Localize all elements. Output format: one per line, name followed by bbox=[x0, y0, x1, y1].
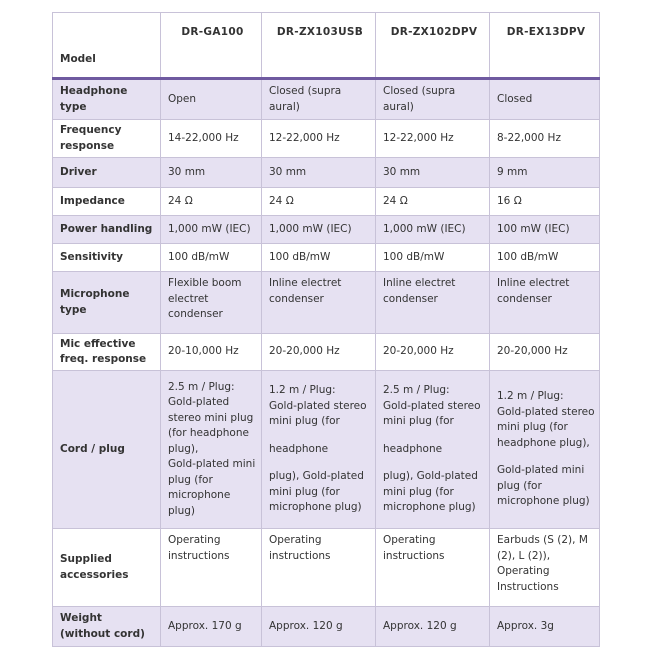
header-row bbox=[53, 13, 600, 79]
cell-line: Approx. 170 g bbox=[168, 619, 242, 632]
cell-line: 100 dB/mW bbox=[269, 250, 331, 263]
spec-row bbox=[53, 188, 600, 216]
spec-cell bbox=[490, 371, 600, 529]
spec-cell bbox=[490, 188, 600, 216]
spec-table-body bbox=[53, 79, 600, 647]
spec-cell bbox=[490, 334, 600, 371]
row-label-line: Mic effective bbox=[60, 337, 136, 350]
cell-line: plug), Gold-plated bbox=[269, 470, 364, 483]
cell-line: plug (for bbox=[168, 473, 213, 486]
cell-line: instructions bbox=[269, 549, 331, 562]
header-model-label: Model bbox=[53, 13, 161, 79]
spec-cell bbox=[161, 158, 262, 188]
spec-cell bbox=[490, 529, 600, 607]
spec-cell bbox=[376, 272, 490, 334]
row-label-line: type bbox=[60, 100, 87, 113]
cell-line: condenser bbox=[497, 292, 552, 305]
spec-cell bbox=[490, 244, 600, 272]
cell-line: plug (for bbox=[497, 479, 542, 492]
cell-line: mini plug (for bbox=[497, 421, 568, 434]
spec-row bbox=[53, 244, 600, 272]
row-label bbox=[53, 371, 161, 529]
cell-line: microphone bbox=[168, 489, 231, 502]
spec-row bbox=[53, 120, 600, 158]
cell-line: 30 mm bbox=[383, 165, 421, 178]
spec-row bbox=[53, 371, 600, 529]
spec-cell bbox=[376, 79, 490, 120]
cell-line: Gold-plated stereo bbox=[269, 399, 367, 412]
row-label bbox=[53, 272, 161, 334]
cell-line: (2), L (2)), bbox=[497, 549, 551, 562]
spec-cell bbox=[376, 158, 490, 188]
cell-line: Earbuds (S (2), M bbox=[497, 534, 588, 546]
row-label-line: Microphone bbox=[60, 288, 130, 300]
cell-line: headphone bbox=[383, 442, 443, 455]
row-label-line: Weight bbox=[60, 612, 102, 624]
cell-line: Open bbox=[168, 92, 197, 105]
cell-line: aural) bbox=[383, 100, 414, 113]
spec-cell bbox=[490, 79, 600, 120]
cell-line: 24 Ω bbox=[383, 194, 408, 207]
spec-cell bbox=[262, 216, 376, 244]
row-label-line: response bbox=[60, 139, 115, 152]
cell-line: aural) bbox=[269, 100, 300, 113]
line-gap bbox=[383, 457, 485, 469]
cell-line: Closed (supra bbox=[383, 85, 456, 97]
spec-cell bbox=[161, 216, 262, 244]
spec-cell bbox=[490, 216, 600, 244]
spec-row bbox=[53, 334, 600, 371]
cell-line: condenser bbox=[168, 308, 223, 320]
spec-cell bbox=[262, 371, 376, 529]
spec-cell bbox=[262, 529, 376, 607]
cell-line: 1,000 mW (IEC) bbox=[383, 222, 466, 235]
spec-cell bbox=[376, 216, 490, 244]
row-label bbox=[53, 158, 161, 188]
cell-line: 20-20,000 Hz bbox=[497, 345, 568, 358]
cell-line: 100 dB/mW bbox=[497, 250, 559, 263]
cell-line: mini plug (for bbox=[383, 415, 454, 428]
cell-line: condenser bbox=[269, 292, 324, 305]
cell-line: Gold-plated stereo bbox=[383, 399, 481, 412]
spec-cell bbox=[490, 607, 600, 647]
cell-line: 24 Ω bbox=[269, 194, 294, 207]
model-header: DR-ZX102DPV bbox=[376, 13, 490, 79]
row-label-line: Frequency bbox=[60, 124, 122, 136]
cell-line: 1.2 m / Plug: bbox=[269, 384, 336, 397]
spec-cell bbox=[262, 79, 376, 120]
cell-line: microphone plug) bbox=[383, 501, 476, 514]
row-label bbox=[53, 216, 161, 244]
row-label bbox=[53, 607, 161, 647]
cell-line: Inline electret bbox=[497, 277, 570, 289]
spec-cell bbox=[262, 158, 376, 188]
cell-line: Instructions bbox=[497, 580, 559, 593]
cell-line: 9 mm bbox=[497, 165, 528, 178]
row-label bbox=[53, 120, 161, 158]
cell-line: Inline electret bbox=[269, 277, 342, 289]
cell-line: Closed bbox=[497, 92, 533, 105]
cell-line: headphone plug), bbox=[497, 436, 590, 449]
cell-line: 8-22,000 Hz bbox=[497, 131, 561, 144]
spec-cell bbox=[262, 120, 376, 158]
line-gap bbox=[497, 451, 595, 463]
cell-line: Approx. 3g bbox=[497, 619, 554, 632]
cell-line: 2.5 m / Plug: bbox=[383, 384, 450, 397]
cell-line: mini plug (for bbox=[269, 485, 340, 498]
cell-line: plug), Gold-plated bbox=[383, 470, 478, 483]
spec-cell bbox=[161, 244, 262, 272]
spec-cell bbox=[376, 607, 490, 647]
cell-line: Approx. 120 g bbox=[269, 619, 343, 632]
cell-line: Operating bbox=[168, 534, 221, 546]
spec-row bbox=[53, 158, 600, 188]
row-label-line: Supplied bbox=[60, 553, 112, 565]
model-header: DR-ZX103USB bbox=[262, 13, 376, 79]
spec-cell bbox=[161, 371, 262, 529]
spec-cell bbox=[376, 371, 490, 529]
cell-line: 100 dB/mW bbox=[383, 250, 445, 263]
spec-cell bbox=[376, 529, 490, 607]
cell-line: Flexible boom bbox=[168, 277, 242, 289]
spec-cell bbox=[161, 607, 262, 647]
row-label-line: Cord / plug bbox=[60, 442, 125, 455]
cell-line: Closed (supra bbox=[269, 85, 342, 97]
cell-line: Inline electret bbox=[383, 277, 456, 289]
row-label-line: freq. response bbox=[60, 353, 147, 365]
cell-line: 100 mW (IEC) bbox=[497, 222, 570, 235]
line-gap bbox=[269, 430, 371, 442]
cell-line: Operating bbox=[497, 565, 550, 577]
row-label bbox=[53, 244, 161, 272]
spec-cell bbox=[262, 607, 376, 647]
spec-cell bbox=[161, 188, 262, 216]
spec-cell bbox=[490, 158, 600, 188]
spec-cell bbox=[262, 334, 376, 371]
cell-line: electret bbox=[168, 292, 209, 305]
row-label-line: (without cord) bbox=[60, 627, 145, 640]
cell-line: condenser bbox=[383, 292, 438, 305]
row-label-line: Headphone bbox=[60, 85, 128, 97]
spec-cell bbox=[262, 188, 376, 216]
spec-cell bbox=[262, 244, 376, 272]
spec-cell bbox=[161, 79, 262, 120]
spec-table bbox=[52, 12, 600, 647]
spec-row bbox=[53, 607, 600, 647]
cell-line: headphone bbox=[269, 442, 329, 455]
row-label bbox=[53, 79, 161, 120]
cell-line: 20-20,000 Hz bbox=[383, 345, 454, 358]
row-label-line: type bbox=[60, 303, 87, 316]
cell-line: instructions bbox=[383, 549, 445, 562]
spec-cell bbox=[376, 188, 490, 216]
spec-cell bbox=[376, 334, 490, 371]
row-label bbox=[53, 188, 161, 216]
cell-line: 12-22,000 Hz bbox=[383, 131, 454, 144]
spec-cell bbox=[161, 529, 262, 607]
cell-line: Gold-plated mini bbox=[168, 458, 256, 471]
cell-line: Operating bbox=[383, 534, 436, 546]
model-header: DR-GA100 bbox=[161, 13, 262, 79]
spec-cell bbox=[161, 272, 262, 334]
cell-line: microphone plug) bbox=[497, 495, 590, 508]
cell-line: 1,000 mW (IEC) bbox=[269, 222, 352, 235]
row-label-line: accessories bbox=[60, 568, 129, 581]
spec-cell bbox=[262, 272, 376, 334]
cell-line: 12-22,000 Hz bbox=[269, 131, 340, 144]
cell-line: Gold-plated mini bbox=[497, 464, 585, 477]
cell-line: mini plug (for bbox=[383, 485, 454, 498]
row-label-line: Sensitivity bbox=[60, 250, 123, 263]
cell-line: 24 Ω bbox=[168, 194, 193, 207]
cell-line: 20-10,000 Hz bbox=[168, 345, 239, 358]
row-label-line: Power handling bbox=[60, 222, 153, 235]
row-label bbox=[53, 529, 161, 607]
spec-row bbox=[53, 272, 600, 334]
cell-line: 16 Ω bbox=[497, 194, 522, 207]
spec-cell bbox=[161, 334, 262, 371]
spec-row bbox=[53, 529, 600, 607]
cell-line: Operating bbox=[269, 534, 322, 546]
cell-line: 100 dB/mW bbox=[168, 250, 230, 263]
cell-line: mini plug (for bbox=[269, 415, 340, 428]
cell-line: 20-20,000 Hz bbox=[269, 345, 340, 358]
spec-row bbox=[53, 79, 600, 120]
cell-line: stereo mini plug bbox=[168, 411, 254, 424]
cell-line: 2.5 m / Plug: bbox=[168, 380, 235, 393]
cell-line: Approx. 120 g bbox=[383, 619, 457, 632]
cell-line: Gold-plated bbox=[168, 396, 230, 409]
spec-cell bbox=[161, 120, 262, 158]
row-label-line: Driver bbox=[60, 165, 97, 178]
cell-line: plug), bbox=[168, 442, 199, 455]
cell-line: microphone plug) bbox=[269, 501, 362, 514]
spec-cell bbox=[490, 272, 600, 334]
cell-line: (for headphone bbox=[168, 427, 249, 440]
cell-line: 30 mm bbox=[269, 165, 307, 178]
cell-line: 1.2 m / Plug: bbox=[497, 390, 564, 403]
cell-line: Gold-plated stereo bbox=[497, 405, 595, 418]
spec-row bbox=[53, 216, 600, 244]
spec-cell bbox=[490, 120, 600, 158]
model-header: DR-EX13DPV bbox=[490, 13, 600, 79]
line-gap bbox=[269, 457, 371, 469]
cell-line: 30 mm bbox=[168, 165, 206, 178]
cell-line: instructions bbox=[168, 549, 230, 562]
row-label bbox=[53, 334, 161, 371]
spec-cell bbox=[376, 244, 490, 272]
cell-line: plug) bbox=[168, 504, 195, 517]
cell-line: 1,000 mW (IEC) bbox=[168, 222, 251, 235]
cell-line: 14-22,000 Hz bbox=[168, 131, 239, 144]
row-label-line: Impedance bbox=[60, 194, 125, 207]
line-gap bbox=[383, 430, 485, 442]
spec-cell bbox=[376, 120, 490, 158]
